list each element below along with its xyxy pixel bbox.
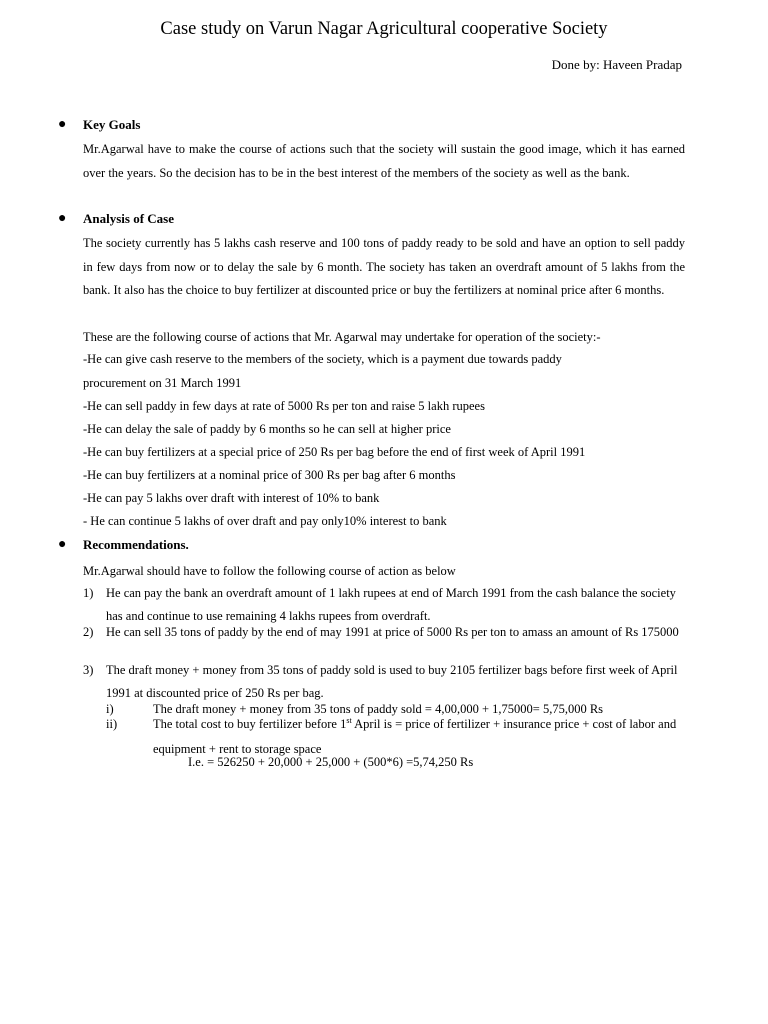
key-goals-text: Mr.Agarwal have to make the course of actions such that the society will sustain the good image, which it has earned over the years. So the decision has to be in the best interest of the members of the society as well as the bank. [83,142,685,180]
bullet-icon: ● [58,537,67,552]
recommendation-item: The draft money + money from 35 tons of paddy sold is used to buy 2105 fertilizer bags before first week of April 1991 at discounted price of 250 Rs per bag. [106,663,678,700]
action-item: -He can buy fertilizers at a nominal price of 300 Rs per bag after 6 months [83,468,456,482]
recommendations-intro: Mr.Agarwal should have to follow the following course of action as below [83,564,456,578]
action-item: -He can delay the sale of paddy by 6 months so he can sell at higher price [83,422,451,436]
document-title: Case study on Varun Nagar Agricultural cooperative Society [160,19,608,39]
recommendations-heading: Recommendations. [83,537,189,552]
list-number: 3) [83,663,94,677]
sub-list-number: ii) [106,717,118,731]
key-goals-heading: Key Goals [83,117,141,132]
action-item: procurement on 31 March 1991 [83,376,242,390]
list-number: 1) [83,586,94,600]
action-item: -He can buy fertilizers at a special price of 250 Rs per bag before the end of first week of April 1991 [83,445,586,459]
action-item: -He can give cash reserve to the members of the society, which is a payment due towards paddy [83,352,562,366]
recommendation-item: He can sell 35 tons of paddy by the end of may 1991 at price of 5000 Rs per ton to amass an amount of Rs 175000 [106,625,679,639]
action-item: -He can sell paddy in few days at rate of 5000 Rs per ton and raise 5 lakh rupees [83,399,485,413]
list-number: 2) [83,625,94,639]
analysis-text: The society currently has 5 lakhs cash reserve and 100 tons of paddy ready to be sold and have an option to sell paddy in few days from now or to delay the sale by 6 month. The society has taken an overdraft amount of 5 lakhs from the bank. It also has the choice to buy fertilizer at discounted price or buy the fertilizers at nominal price after 6 months. [83,236,685,297]
analysis-heading: Analysis of Case [83,211,175,226]
analysis-intro: These are the following course of actions that Mr. Agarwal may undertake for operation of the society:- [83,330,601,344]
sub-list-number: i) [106,702,114,716]
bullet-icon: ● [58,211,67,226]
calculation-line: I.e. = 526250 + 20,000 + 25,000 + (500*6) =5,74,250 Rs [188,755,474,769]
sub-item-text: The total cost to buy fertilizer before 1 [153,717,347,731]
bullet-icon: ● [58,117,67,132]
recommendation-item: He can pay the bank an overdraft amount of 1 lakh rupees at end of March 1991 from the cash balance the society has and continue to use remaining 4 lakhs rupees from overdraft. [106,586,676,623]
sub-item-text: April is = price of fertilizer + insurance price + cost of labor and equipment + rent to storage space [153,717,677,756]
action-item: -He can pay 5 lakhs over draft with interest of 10% to bank [83,491,380,505]
superscript: st [346,715,352,725]
sub-item: The draft money + money from 35 tons of paddy sold = 4,00,000 + 1,75000= 5,75,000 Rs [153,702,604,716]
author-line: Done by: Haveen Pradap [551,57,682,72]
action-item: - He can continue 5 lakhs of over draft and pay only10% interest to bank [83,514,447,528]
